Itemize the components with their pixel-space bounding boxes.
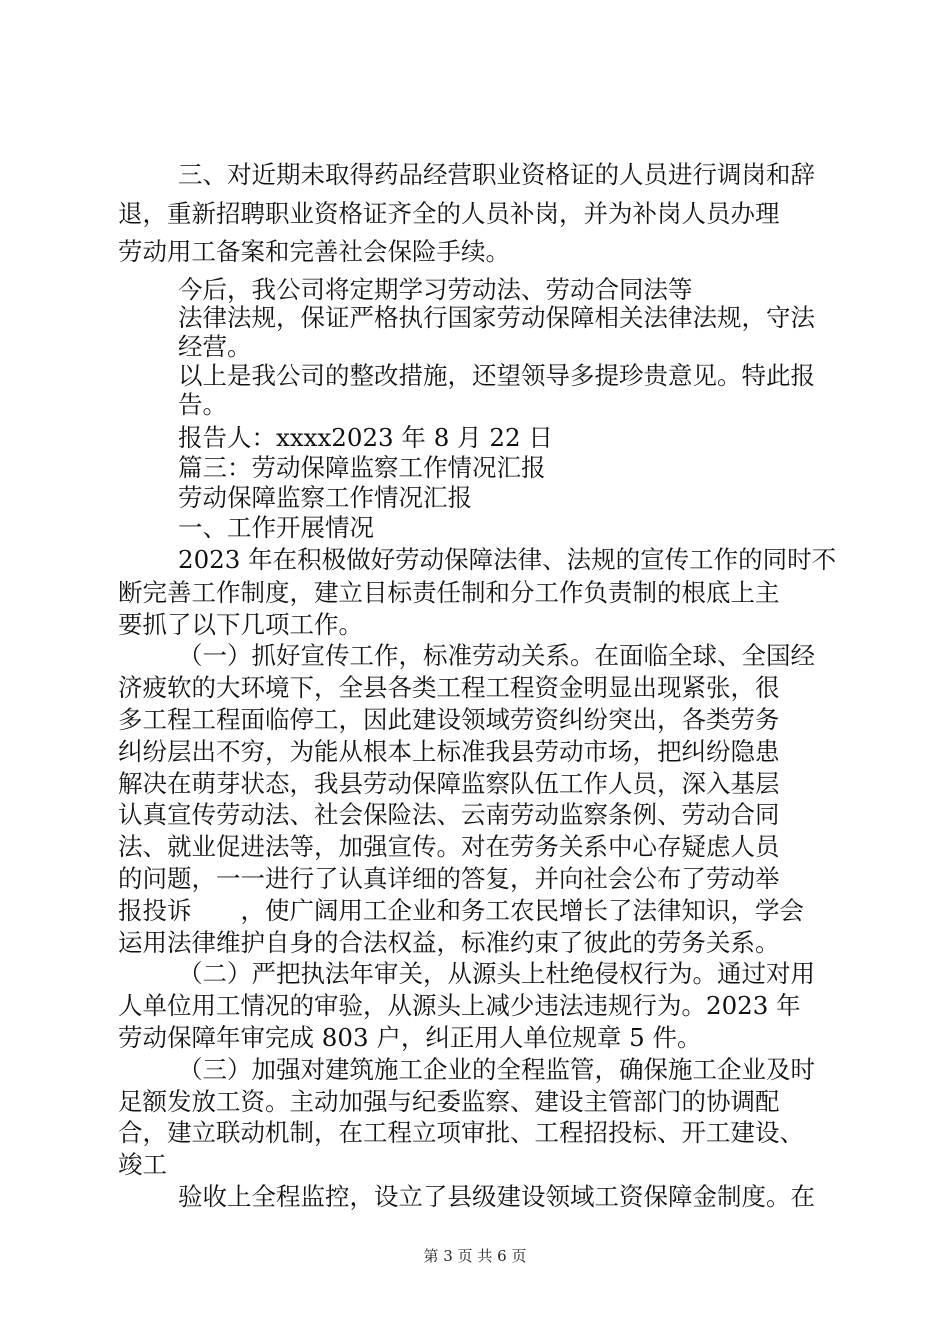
section-heading: 一、工作开展情况: [178, 513, 374, 542]
text-line: 告。: [178, 390, 227, 419]
text-line: 纠纷层出不穷，为能从根本上标准我县劳动市场，把纠纷隐患: [118, 737, 780, 766]
text-line: 济疲软的大环境下，全县各类工程工程资金明显出现紧张，很: [118, 673, 780, 702]
page-number-footer: 第 3 页 共 6 页: [423, 1247, 527, 1265]
text-line: 足额发放工资。主动加强与纪委监察、建设主管部门的协调配: [118, 1087, 780, 1116]
text-line: 今后，我公司将定期学习劳动法、劳动合同法等: [178, 275, 693, 304]
text-line: 退，重新招聘职业资格证齐全的人员补岗，并为补岗人员办理: [118, 199, 780, 228]
text-line: 报投诉 ，使广阔用工企业和务工农民增长了法律知识，学会: [118, 896, 804, 925]
text-line: 要抓了以下几项工作。: [118, 610, 363, 639]
text-line: （二）严把执法年审关，从源头上杜绝侵权行为。通过对用: [178, 959, 815, 988]
document-title: 劳动保障监察工作情况汇报: [178, 483, 472, 512]
text-line: 法、就业促进法等，加强宣传。对在劳务关系中心存疑虑人员: [118, 832, 780, 861]
text-line: （三）加强对建筑施工企业的全程监管，确保施工企业及时: [178, 1055, 815, 1084]
text-line: 验收上全程监控，设立了县级建设领域工资保障金制度。在: [178, 1182, 815, 1211]
text-line: （一）抓好宣传工作，标准劳动关系。在面临全球、全国经: [178, 641, 815, 670]
text-line: 报告人：xxxx2023 年 8 月 22 日: [178, 423, 553, 452]
text-line: 断完善工作制度，建立目标责任制和分工作负责制的根底上主: [118, 578, 780, 607]
text-line: 法律法规，保证严格执行国家劳动保障相关法律法规，守法: [178, 303, 815, 332]
text-line: 解决在萌芽状态，我县劳动保障监察队伍工作人员，深入基层: [118, 769, 780, 798]
text-line: 运用法律维护自身的合法权益，标准约束了彼此的劳务关系。: [118, 928, 780, 957]
text-line: 竣工: [118, 1150, 167, 1179]
text-line: 劳动用工备案和完善社会保险手续。: [118, 237, 510, 266]
text-line: 劳动保障年审完成 803 户，纠正用人单位规章 5 件。: [118, 1023, 702, 1052]
text-line: 认真宣传劳动法、社会保险法、云南劳动监察条例、劳动合同: [118, 800, 780, 829]
text-line: 合，建立联动机制，在工程立项审批、工程招投标、开工建设、: [118, 1118, 804, 1147]
text-line: 人单位用工情况的审验，从源头上减少违法违规行为。2023 年: [118, 991, 801, 1020]
text-line: 的问题，一一进行了认真详细的答复，并向社会公布了劳动举: [118, 864, 780, 893]
text-line: 以上是我公司的整改措施，还望领导多提珍贵意见。特此报: [178, 361, 815, 390]
text-line: 经营。: [178, 332, 252, 361]
text-line: 三、对近期未取得药品经营职业资格证的人员进行调岗和辞: [178, 160, 815, 189]
text-line: 2023 年在积极做好劳动保障法律、法规的宣传工作的同时不: [178, 545, 837, 574]
section-heading: 篇三：劳动保障监察工作情况汇报: [178, 453, 546, 482]
text-line: 多工程工程面临停工，因此建设领域劳资纠纷突出，各类劳务: [118, 705, 780, 734]
